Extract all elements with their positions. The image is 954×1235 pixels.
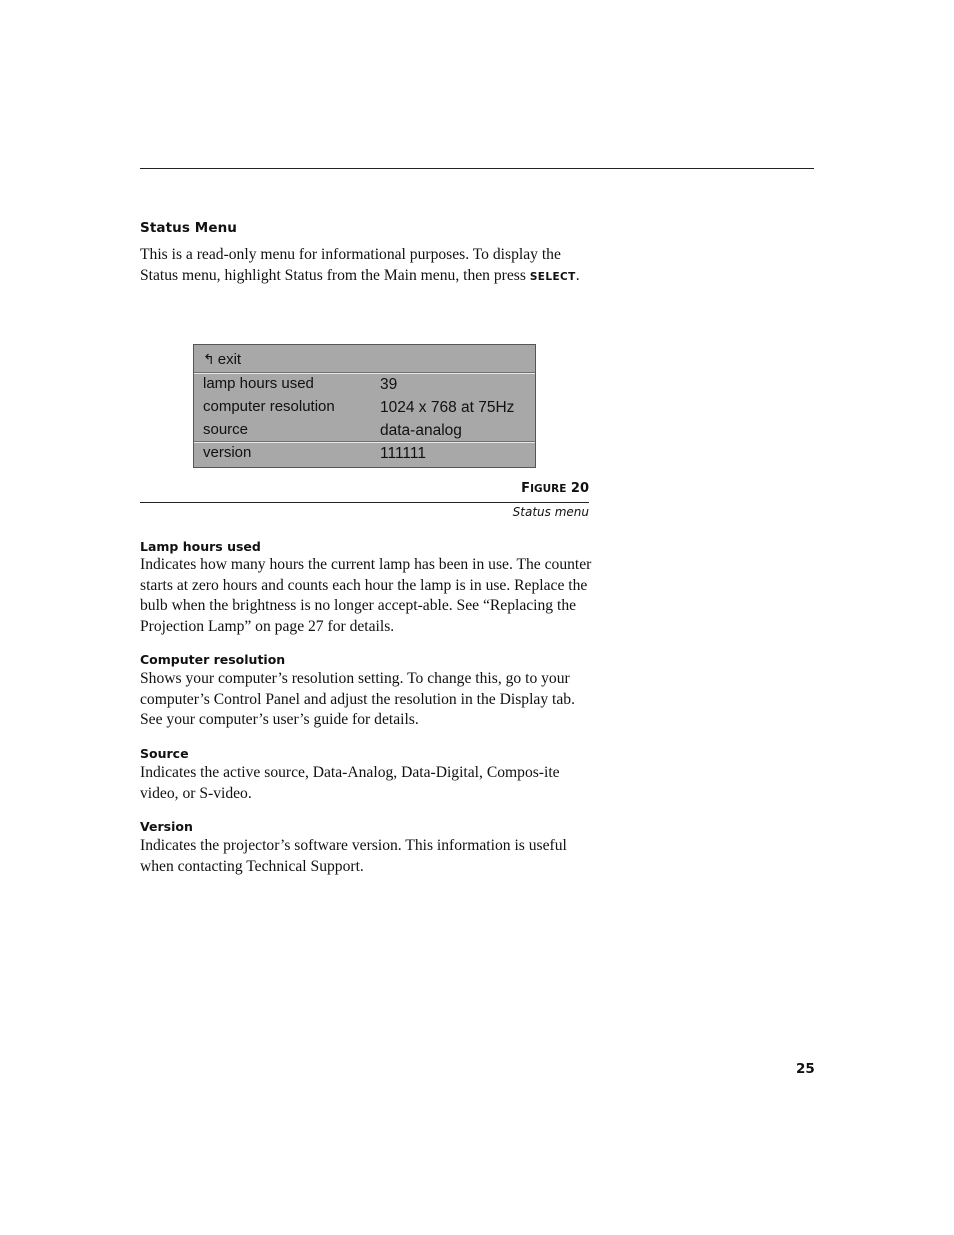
- paragraph-source: Indicates the active source, Data-Analog, Data-Digital, Compos-ite video, or S-video.: [140, 764, 560, 802]
- subsection-title-computer-resolution: Computer resolution: [140, 652, 286, 667]
- paragraph-version: Indicates the projector’s software version. This information is useful when contacting Technical Support.: [140, 837, 567, 875]
- paragraph-computer-resolution: Shows your computer’s resolution setting. To change this, go to your computer’s Control Panel and adjust the resolution in the Display tab. See your computer’s user’s guide for details.: [140, 670, 575, 728]
- osd-row-computer-resolution: [194, 396, 535, 418]
- osd-row-label: version: [203, 444, 252, 461]
- paragraph-lamp-hours: Indicates how many hours the current lamp has been in use. The counter starts at zero hours and counts each hour the lamp is in use. Replace the bulb when the brightness is no longer accept-able. See “Replacing the Projection Lamp” on page 27 for details.: [140, 556, 592, 635]
- select-key-label: SELECT: [529, 270, 576, 283]
- osd-row-value: 111111: [380, 445, 426, 462]
- figure-caption: Status menu: [512, 505, 589, 519]
- top-rule: [140, 168, 814, 169]
- figure-label-rest: IGURE: [530, 483, 567, 495]
- intro-paragraph: [140, 245, 592, 287]
- osd-row-label: computer resolution: [203, 398, 335, 415]
- osd-row-source: [194, 419, 535, 441]
- figure-label-prefix: F: [521, 481, 531, 496]
- section-title: Status Menu: [140, 220, 237, 236]
- osd-row-lamp-hours: [194, 373, 535, 395]
- return-arrow-icon: ↰: [203, 351, 215, 367]
- figure-number: 20: [570, 481, 589, 496]
- osd-row-value: 39: [380, 376, 398, 393]
- status-menu-figure: [193, 344, 536, 468]
- osd-row-value: 1024 x 768 at 75Hz: [380, 399, 515, 416]
- osd-row-version: [194, 442, 535, 464]
- figure-rule: [140, 502, 589, 503]
- subsection-title-source: Source: [140, 746, 189, 761]
- page-number: 25: [796, 1061, 815, 1077]
- figure-label: [521, 481, 589, 496]
- intro-end: .: [575, 266, 580, 284]
- osd-row-value: data-analog: [380, 422, 462, 439]
- subsection-title-version: Version: [140, 819, 193, 834]
- osd-exit-row: [194, 349, 535, 371]
- osd-row-label: source: [203, 421, 249, 438]
- osd-row-label: lamp hours used: [203, 375, 314, 392]
- intro-text: This is a read-only menu for informational purposes. To display the Status menu, highlight Status from the Main menu, then press: [140, 246, 561, 284]
- osd-exit-label: exit: [217, 351, 242, 368]
- subsection-title-lamp-hours: Lamp hours used: [140, 539, 261, 554]
